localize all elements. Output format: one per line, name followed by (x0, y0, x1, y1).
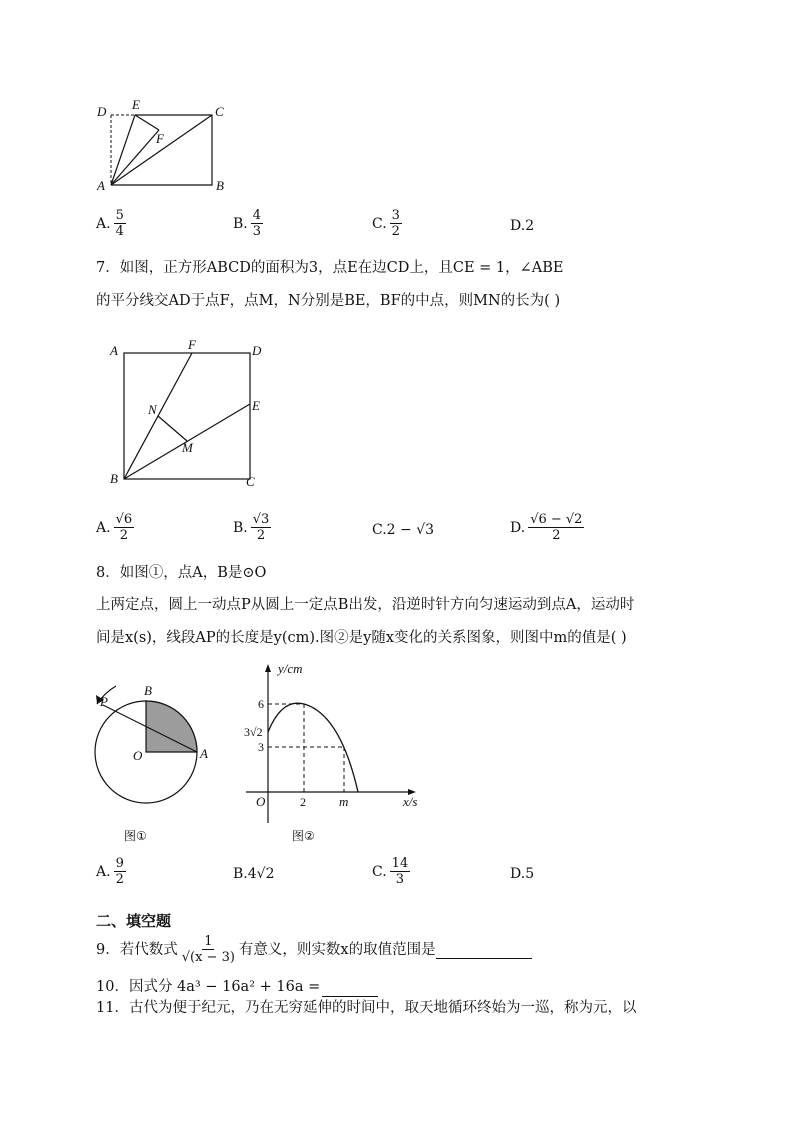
fig7-label-B: B (110, 471, 118, 486)
option-letter: C. (372, 215, 387, 232)
option-letter: D. (510, 866, 526, 882)
fraction-numerator: √6 (115, 512, 133, 527)
fig7-label-C: C (246, 474, 255, 489)
q7-option-d[interactable] (510, 512, 584, 543)
fig8a-label-B: B (144, 683, 152, 698)
fig8b-xtick-m: m (339, 794, 349, 809)
fraction-numerator: 9 (115, 856, 124, 871)
option-letter: B. (233, 215, 248, 232)
fraction-denominator: 3 (395, 872, 405, 887)
fig8b-ylabel: y/cm (278, 661, 303, 676)
fig7-label-M: M (182, 440, 193, 455)
option-letter: B. (233, 519, 248, 536)
q8-figure-2 (236, 658, 436, 850)
option-letter: C. (372, 863, 387, 880)
q10-answer-blank[interactable] (322, 978, 378, 997)
q9-text-post: 有意义，则实数x的取值范围是 (238, 941, 436, 958)
fraction-numerator: √6 − √2 (530, 512, 583, 527)
option-value: 4√2 (247, 866, 275, 882)
fig7-label-N: N (148, 402, 157, 417)
q7-option-a[interactable] (96, 512, 134, 543)
fig8a-caption: 图① (124, 829, 147, 843)
q7-stem-line1: 7．如图，正方形ABCD的面积为3，点E在边CD上，且CE = 1，∠ABE (96, 260, 564, 276)
q6-option-a[interactable] (96, 208, 126, 239)
fig8b-ytick-3root2: 3√2 (244, 725, 263, 739)
option-letter: D. (510, 218, 526, 234)
fig8a-label-O: O (133, 748, 143, 763)
q6-figure (92, 96, 232, 196)
fraction-numerator: 14 (391, 856, 409, 871)
fig8b-ytick-6: 6 (258, 697, 264, 711)
q7-option-b[interactable] (233, 512, 271, 543)
fig6-label-B: B (216, 178, 224, 193)
q6-option-d[interactable] (510, 218, 534, 234)
option-letter: A. (96, 215, 111, 232)
q7-stem-line2: 的平分线交AD于点F，点M，N分别是BE，BF的中点，则MN的长为( ) (96, 293, 561, 309)
fig6-label-A: A (97, 178, 105, 193)
fraction-denominator: 2 (115, 872, 124, 887)
fig6-label-F: F (156, 131, 164, 146)
q6-option-b[interactable] (233, 208, 263, 239)
fig7-label-A: A (110, 343, 118, 358)
fraction-numerator: 5 (115, 208, 124, 223)
fig8b-caption: 图② (292, 829, 315, 843)
fig8b-origin: O (256, 794, 266, 809)
q9-answer-blank[interactable] (436, 940, 532, 959)
fraction-numerator: √3 (252, 512, 270, 527)
q8-stem-line1: 8．如图①，点A，B是⊙O (96, 565, 267, 581)
q7-figure (104, 338, 274, 493)
fraction-numerator: 4 (252, 208, 262, 223)
q8-stem-line2: 上两定点，圆上一动点P从圆上一定点B出发，沿逆时针方向匀速运动到点A，运动时 (96, 597, 635, 613)
q10-stem (96, 977, 378, 997)
q8-option-d[interactable] (510, 866, 534, 882)
section-heading: 二、填空题 (96, 912, 172, 930)
option-value: 2 (525, 218, 535, 234)
fraction-numerator: 1 (204, 934, 213, 949)
option-letter: A. (96, 519, 111, 536)
q8-option-a[interactable] (96, 856, 126, 887)
q8-option-c[interactable] (372, 856, 410, 887)
option-letter: A. (96, 863, 111, 880)
q10-text: 10．因式分 4a³ − 16a² + 16a = (96, 979, 321, 995)
fig8a-label-P: P (100, 694, 108, 709)
fig8a-label-A: A (200, 746, 208, 761)
fraction-denominator: √(x − 3) (181, 950, 235, 965)
option-letter: D. (510, 519, 526, 536)
q11-stem-line1: 11．古代为便于纪元，乃在无穷延伸的时间中，取天地循环终始为一巡，称为元，以 (96, 1000, 637, 1016)
fig8b-ytick-3: 3 (258, 740, 264, 754)
q9-text-pre: 9．若代数式 (96, 941, 178, 958)
q8-stem-line3: 间是x(s)，线段AP的长度是y(cm).图②是y随x变化的关系图象，则图中m的值是( ) (96, 630, 627, 646)
option-value: 2 − √3 (386, 522, 435, 538)
fraction-denominator: 2 (119, 528, 128, 543)
fraction-denominator: 2 (391, 224, 400, 239)
q8-option-b[interactable] (233, 866, 275, 882)
fraction-denominator: 4 (115, 224, 124, 239)
fig8b-xlabel: x/s (403, 794, 418, 809)
fig6-label-E: E (132, 97, 140, 112)
fig7-label-E: E (252, 398, 260, 413)
option-letter: C. (372, 522, 387, 538)
fig6-label-C: C (215, 104, 224, 119)
fig6-label-D: D (97, 104, 107, 119)
fraction-denominator: 3 (252, 224, 262, 239)
fig7-label-D: D (252, 343, 262, 358)
fraction-denominator: 2 (552, 528, 561, 543)
fig8b-xtick-2: 2 (300, 795, 306, 809)
option-value: 5 (525, 866, 535, 882)
q8-figure-1 (86, 678, 226, 848)
q6-option-c[interactable] (372, 208, 402, 239)
fig7-label-F: F (188, 338, 196, 352)
fraction-numerator: 3 (391, 208, 400, 223)
q9-stem (96, 934, 532, 965)
option-letter: B. (233, 866, 248, 882)
q7-option-c[interactable] (372, 522, 434, 538)
fraction-denominator: 2 (256, 528, 266, 543)
